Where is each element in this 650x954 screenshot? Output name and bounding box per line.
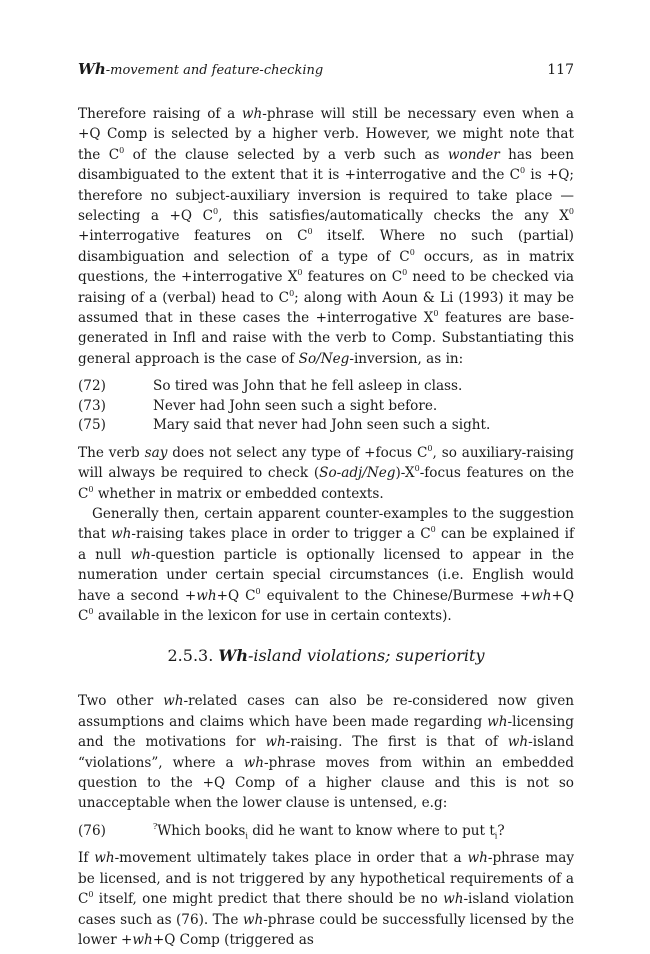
section-heading xyxy=(78,646,574,665)
example-number: (73) xyxy=(78,397,106,414)
paragraph-2: The verb say does not select any type of +focus $C^0$, so auxiliary-raising will always be required to check $(So-adj/Neg)-X^0$-focus features on the $C^0$ whether in matrix or embedded contexts. xyxy=(78,443,574,502)
example-number: (75) xyxy=(78,417,106,434)
section-title-rest: -island violations; superiority xyxy=(248,646,485,666)
running-header xyxy=(78,60,574,78)
running-title-rest: -movement and feature-checking xyxy=(105,63,324,78)
example-76 xyxy=(78,822,574,842)
section-title-bold: Wh xyxy=(218,646,248,666)
running-title-bold: Wh xyxy=(78,60,106,78)
example-item xyxy=(78,822,574,842)
example-text: ?Which books$_i$ did he want to know where to put $t_i$? xyxy=(153,821,505,841)
example-number: (76) xyxy=(78,822,106,839)
page-number: 117 xyxy=(547,62,574,78)
paragraph-3: Generally then, certain apparent counter-examples to the suggestion that wh-raising takes place in order to trigger a $C^0$ can be explained if a null wh-question particle is optionally licensed to appear in the numeration under certain special circumstances (i.e. English would have a second +wh+Q $C^0$ equivalent to the Chinese/Burmese +wh+Q $C^0$ available in the lexicon for use in certain contexts). xyxy=(78,506,575,625)
page xyxy=(78,60,574,950)
section-number: 2.5.3. xyxy=(167,646,214,666)
example-item xyxy=(78,377,574,397)
paragraph-1: Therefore raising of a wh-phrase will still be necessary even when a +Q Comp is selected by a higher verb. However, we might note that the $C^0$ of the clause selected by a verb such as wonder has been disambiguated to the extent that it is +interrogative and the $C^0$ is +Q; therefore no subject-auxiliary inversion is required to take place — selecting a +Q $C^0$, this satisfies/automatically checks the any $X^0$ +interrogative features on $C^0$ itself. Where no such (partial) disambiguation and selection of a type of $C^0$ occurs, as in matrix questions, the +interrogative $X^0$ features on $C^0$ need to be checked via raising of a (verbal) head to $C^0$; along with Aoun & Li (1993) it may be assumed that in these cases the +interrogative $X^0$ features are base-generated in Infl and raise with the verb to Comp. Substantiating this general approach is the case of So/Neg-inversion, as in: xyxy=(78,106,575,367)
example-list-72-75 xyxy=(78,377,574,436)
example-item xyxy=(78,397,574,417)
example-text: So tired was John that he fell asleep in class. xyxy=(153,378,463,395)
paragraph-4: Two other wh-related cases can also be re-considered now given assumptions and claims which have been made regarding wh-licensing and the motivations for wh-raising. The first is that of wh-island “violations”, where a wh-phrase moves from within an embedded question to the +Q Comp of a higher clause and this is not so unacceptable when the lower clause is untensed, e.g: xyxy=(78,693,575,812)
example-number: (72) xyxy=(78,378,106,395)
example-text: Mary said that never had John seen such a sight. xyxy=(153,417,491,434)
paragraph-5: If wh-movement ultimately takes place in order that a wh-phrase may be licensed, and is not triggered by any hypothetical requirements of a $C^0$ itself, one might predict that there should be no wh-island violation cases such as (76). The wh-phrase could be successfully licensed by the lower +wh+Q Comp (triggered as xyxy=(78,850,575,948)
example-text: Never had John seen such a sight before. xyxy=(153,397,438,414)
example-item xyxy=(78,416,574,436)
running-title xyxy=(78,60,323,78)
